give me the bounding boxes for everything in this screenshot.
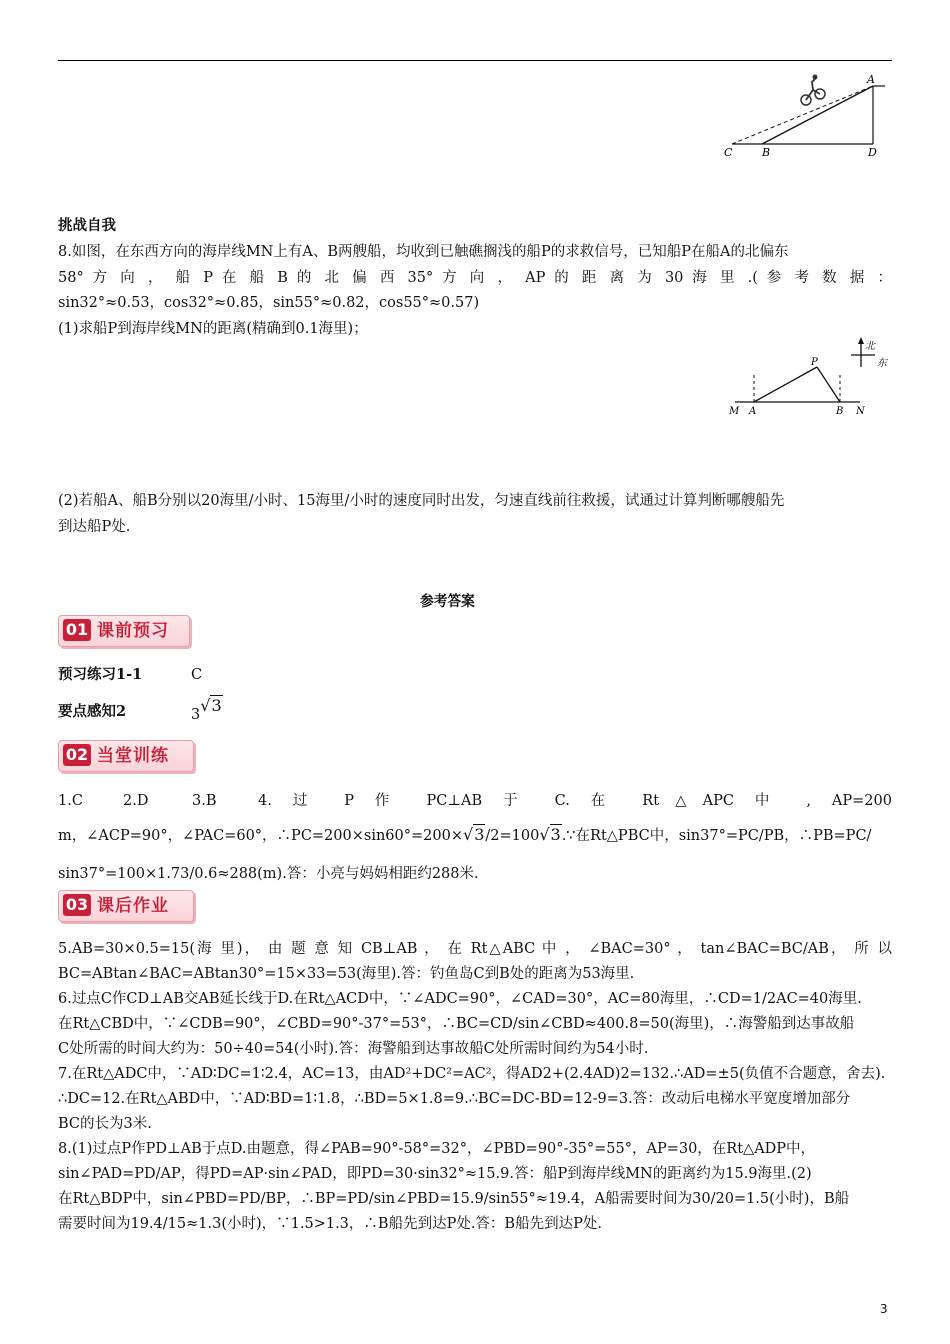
label-P: P <box>811 357 818 368</box>
dashed-sight-line <box>732 86 873 144</box>
cyclist-icon <box>801 75 825 106</box>
line-PB <box>817 367 840 402</box>
q8-part-1: (1)求船P到海岸线MN的距离(精确到0.1海里)； <box>58 321 368 337</box>
pre2-radicand: 3 <box>211 696 222 715</box>
classwork-answer-1: 1.C <box>58 793 83 809</box>
classwork-answer-2: 2.D <box>123 793 149 809</box>
q8-part-2-line-2: 到达船P处. <box>58 519 131 535</box>
slope-figure <box>720 70 890 160</box>
label-B2: B <box>836 406 844 417</box>
q8-line-2: 58° 方 向 ， 船 P 在 船 B 的 北 偏 西 35° 方 向 ， AP 的 距 离 为 30 海 里 .( 参 考 数 据 ： <box>58 270 892 286</box>
pre2-value <box>191 696 223 723</box>
sqrt-symbol: √3 <box>539 825 561 844</box>
homework-answer-8-line-4: 需要时间为19.4/15≈1.3(小时)，∵1.5>1.3，∴B船先到达P处.答：B船先到达P处. <box>58 1216 602 1232</box>
pre1-label: 预习练习1-1 <box>58 666 143 683</box>
q8-line-3: sin32°≈0.53，cos32°≈0.85，sin55°≈0.82，cos55°≈0.57) <box>58 295 480 311</box>
pre1-value: C <box>191 667 203 683</box>
homework-answer-5-line-1: 5.AB=30×0.5=15(海 里)， 由 题 意 知 CB⊥AB ， 在 Rt△ABC 中 ， ∠BAC=30° ， tan∠BAC=BC/AB， 所 以 <box>58 941 892 957</box>
badge-label: 课前预习 <box>97 621 169 641</box>
top-rule <box>58 60 892 61</box>
classwork-answer-4-line-1: 4. 过 P 作 PC⊥AB 于 C. 在 Rt△APC 中 , AP=200 <box>258 793 892 809</box>
label-C: C <box>724 146 733 159</box>
label-B: B <box>762 146 771 159</box>
challenge-heading: 挑战自我 <box>58 217 116 234</box>
label-M: M <box>729 406 740 417</box>
homework-answer-7-line-3: BC的长为3米. <box>58 1116 152 1132</box>
badge-label: 当堂训练 <box>97 746 169 766</box>
homework-answer-8-line-3: 在Rt△BDP中，sin∠PBD=PD/BP，∴BP=PD/sin∠PBD=15.9/sin55°≈19.4，A船需要时间为30/20=1.5(小时)，B船 <box>58 1191 850 1207</box>
label-N: N <box>856 406 865 417</box>
homework-answer-8-line-2: sin∠PAD=PD/AP，得PD=AP·sin∠PAD，即PD=30·sin32°≈15.9.答：船P到海岸线MN的距离约为15.9海里.(2) <box>58 1166 812 1182</box>
sqrt-symbol: √3 <box>462 825 485 844</box>
section-badge-preview <box>58 615 190 647</box>
section-badge-classwork <box>58 740 194 772</box>
badge-number: 03 <box>63 894 91 916</box>
homework-answer-5-line-2: BC=ABtan∠BAC=ABtan30°=15×33=53(海里).答：钓鱼岛C到B处的距离为53海里. <box>58 966 635 982</box>
pre2-coefficient: 3 <box>191 707 201 723</box>
coastline-figure <box>725 335 895 420</box>
badge-label: 课后作业 <box>97 896 169 916</box>
a4-text-a: m，∠ACP=90°，∠PAC=60°，∴PC=200×sin60°=200× <box>58 828 463 844</box>
label-A2: A <box>749 406 757 417</box>
classwork-answer-4-line-2 <box>58 826 892 845</box>
q8-part-2-line-1: (2)若船A、船B分别以20海里/小时、15海里/小时的速度同时出发，匀速直线前往救援，试通过计算判断哪艘船先 <box>58 493 785 509</box>
page-number: 3 <box>880 1302 888 1316</box>
a4-text-c: /2=100 <box>485 828 540 844</box>
a4-text-e: .∵在Rt△PBC中，sin37°=PC/PB，∴PB=PC/ <box>561 828 872 844</box>
homework-answer-6-line-1: 6.过点C作CD⊥AB交AB延长线于D.在Rt△ACD中，∵∠ADC=90°，∠CAD=30°，AC=80海里，∴CD=1/2AC=40海里. <box>58 991 862 1007</box>
homework-answer-6-line-3: C处所需的时间大约为：50÷40=54(小时).答：海警船到达事故船C处所需时间约为54小时. <box>58 1041 649 1057</box>
homework-answer-8-line-1: 8.(1)过点P作PD⊥AB于点D.由题意，得∠PAB=90°-58°=32°，∠PBD=90°-35°=55°，AP=30，在Rt△ADP中， <box>58 1141 816 1157</box>
line-AP <box>754 367 817 402</box>
answers-title: 参考答案 <box>420 593 475 610</box>
badge-number: 01 <box>63 619 91 641</box>
a4-radicand-1: 3 <box>474 825 485 844</box>
label-D: D <box>868 146 877 159</box>
homework-answer-6-line-2: 在Rt△CBD中，∵∠CDB=90°，∠CBD=90°-37°=53°，∴BC=CD/sin∠CBD≈400.8=50(海里)，∴海警船到达事故船 <box>58 1016 855 1032</box>
q8-line-1: 8.如图，在东西方向的海岸线MN上有A、B两艘船，均收到已触礁搁浅的船P的求救信号，已知船P在船A的北偏东 <box>58 244 789 260</box>
east-label: 东 <box>877 358 887 369</box>
homework-answer-7-line-1: 7.在Rt△ADC中，∵AD∶DC=1∶2.4，AC=13，由AD²+DC²=AC²，得AD2+(2.4AD)2=132.∴AD=±5(负值不合题意，舍去). <box>58 1066 886 1082</box>
section-badge-homework <box>58 890 194 922</box>
classwork-answer-3: 3.B <box>192 793 217 809</box>
north-label: 北 <box>865 341 875 352</box>
pre2-label: 要点感知2 <box>58 703 127 720</box>
slope-line <box>762 86 873 144</box>
sqrt-symbol: √3 <box>200 696 222 715</box>
a4-radicand-2: 3 <box>550 825 561 844</box>
badge-number: 02 <box>63 744 91 766</box>
label-A: A <box>867 73 875 86</box>
homework-answer-7-line-2: ∴DC=12.在Rt△ABD中，∵AD∶BD=1∶1.8，∴BD=5×1.8=9.∴BC=DC-BD=12-9=3.答：改动后电梯水平宽度增加部分 <box>58 1091 851 1107</box>
classwork-answer-4-line-3: sin37°=100×1.73/0.6≈288(m).答：小亮与妈妈相距约288米. <box>58 866 479 882</box>
